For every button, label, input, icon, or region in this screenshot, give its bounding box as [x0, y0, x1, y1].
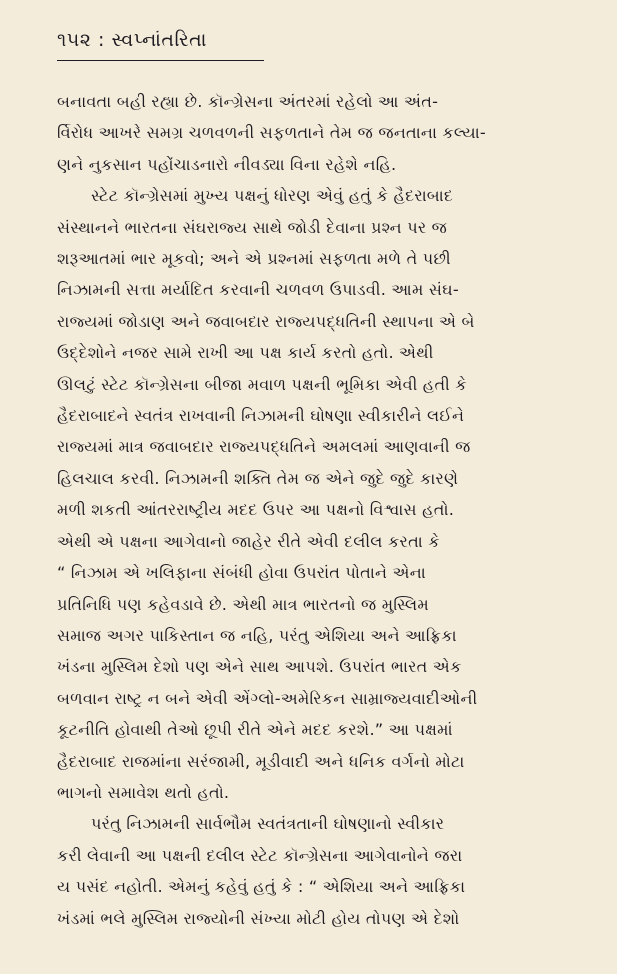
text-line: રાજ્યમાં જોડાણ અને જવાબદાર રાજ્યપદ્ધતિની સ્થાપના એ બે: [57, 311, 475, 331]
text-line: નિઝામની સત્તા મર્યાદિત કરવાની ચળવળ ઉપાડવી. આમ સંઘ-: [57, 280, 459, 300]
running-title: સ્વપ્નાંતરિતા: [111, 29, 207, 51]
text-line: “ નિઝામ એ ખલિફાના સંબંધી હોવા ઉપરાંત પોતાને એના: [57, 563, 426, 583]
body-text: [57, 86, 562, 934]
running-header: [57, 28, 207, 53]
text-line: કરી લેવાની આ પક્ષની દલીલ સ્ટેટ કૉન્ગ્રેસના આગેવાનોને જરા: [57, 845, 463, 865]
text-line: હૈદરાબાદ રાજમાંના સરંજામી, મૂડીવાદી અને ધનિક વર્ગનો મોટા: [57, 751, 465, 771]
text-line: ર્વિરોધ આખરે સમગ્ર ચળવળની સફળતાને તેમ જ જનતાના કલ્યા-: [57, 123, 486, 143]
text-line: હિલચાલ કરવી. નિઝામની શક્તિ તેમ જ એને જુદે જુદે કારણે: [57, 468, 459, 488]
text-line: હૈદરાબાદને સ્વતંત્ર રાખવાની નિઝામની ઘોષણા સ્વીકારીને લઈને: [57, 406, 465, 426]
text-line: ખંડના મુસ્લિમ દેશો પણ એને સાથ આપશે. ઉપરાંત ભારત એક: [57, 657, 462, 677]
text-line: સ્ટેટ કૉન્ગ્રેસમાં મુખ્ય પક્ષનું ધોરણ એવું હતું કે હૈદરાબાદ: [91, 186, 454, 206]
paragraph: [57, 180, 562, 808]
text-line: સંસ્થાનને ભારતના સંઘરાજ્ય સાથે જોડી દેવાના પ્રશ્ન પર જ: [57, 217, 448, 237]
paragraph: [57, 808, 562, 934]
text-line: ઊલટું સ્ટેટ કૉન્ગ્રેસના બીજા મવાળ પક્ષની ભૂમિકા એવી હતી કે: [57, 374, 467, 394]
text-line: ણને નુકસાન પહોંચાડનારો નીવડ્યા વિના રહેશે નહિ.: [57, 154, 397, 174]
text-line: પરંતુ નિઝામની સાર્વભૌમ સ્વતંત્રતાની ઘોષણાનો સ્વીકાર: [91, 814, 445, 834]
text-line: ખંડમાં ભલે મુસ્લિમ રાજ્યોની સંખ્યા મોટી હોય તોપણ એ દેશો: [57, 908, 460, 928]
text-line: રાજ્યમાં માત્ર જવાબદાર રાજ્યપદ્ધતિને અમલમાં આણવાની જ: [57, 437, 471, 457]
text-line: બળવાન રાષ્ટ્ર ન બને એવી એંગ્લો-અમેરિકન સામ્રાજ્યવાદીઓની: [57, 688, 478, 708]
text-line: ઉદ્દેશોને નજર સામે રાખી આ પક્ષ કાર્ય કરતો હતો. એથી: [57, 343, 434, 363]
text-line: પ્રતિનિધિ પણ કહેવડાવે છે. એથી માત્ર ભારતનો જ મુસ્લિમ: [57, 594, 430, 614]
header-underline: [57, 60, 264, 61]
page-number: ૧૫૨: [57, 29, 92, 51]
text-line: મળી શકતી આંતરરાષ્ટ્રીય મદદ ઉપર આ પક્ષનો વિશ્વાસ હતો.: [57, 500, 454, 520]
text-line: સમાજ અગર પાકિસ્તાન જ નહિ, પરંતુ એશિયા અને આફ્રિકા: [57, 625, 457, 645]
text-line: એથી એ પક્ષના આગેવાનો જાહેર રીતે એવી દલીલ કરતા કે: [57, 531, 440, 551]
header-separator: :: [98, 29, 105, 51]
text-line: કૂટનીતિ હોવાથી તેઓ છૂપી રીતે એને મદદ કરશે.” આ પક્ષમાં: [57, 720, 453, 740]
text-line: ય પસંદ નહોતી. એમનું કહેવું હતું કે : “ એશિયા અને આફ્રિકા: [57, 877, 466, 897]
paragraph: [57, 86, 562, 180]
text-line: ભાગનો સમાવેશ થતો હતો.: [57, 782, 230, 802]
text-line: બનાવતા બહી રહ્યા છે. કૉન્ગ્રેસના અંતરમાં રહેલો આ અંત-: [57, 92, 439, 111]
text-line: શરૂઆતમાં ભાર મૂકવો; અને એ પ્રશ્નમાં સફળતા મળે તે પછી: [57, 249, 451, 269]
